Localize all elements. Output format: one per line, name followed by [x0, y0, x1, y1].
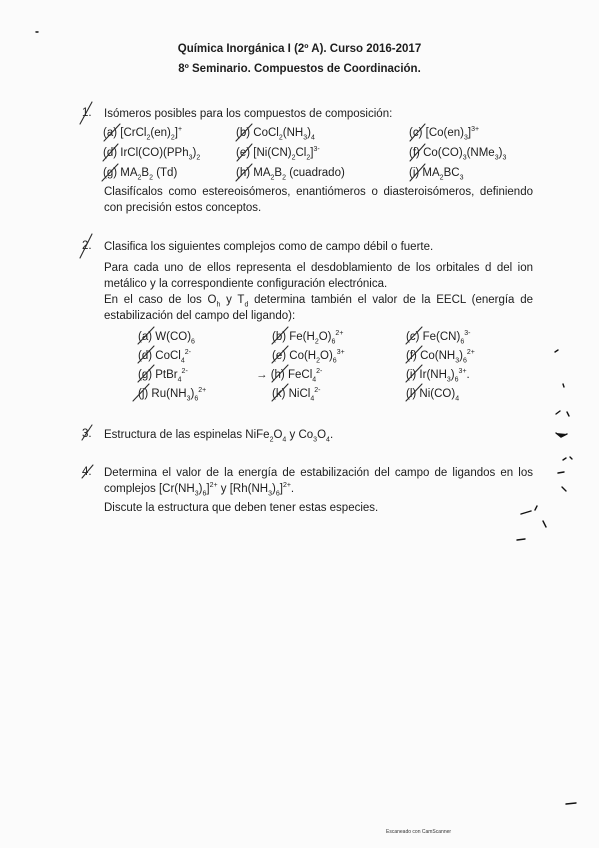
q2-item-a: (a) $W(CO)_6$ [138, 331, 195, 346]
item-label: (j) [138, 388, 149, 400]
q1-item-d: (d) $IrCl(CO)(PPh_3)_2$ [103, 147, 201, 162]
item-label: (c) [409, 127, 423, 139]
item-label: (k) [272, 388, 286, 400]
margin-mark [563, 457, 572, 460]
q2-item-d: (d) CoCl$_4^{2-}$ [138, 349, 191, 365]
question-4-paragraph-1: Determina el valor de la energía de estabilización del campo de ligandos en los complejos $[Cr(NH_3)_6]^{2+}$ y $[Rh(NH_3)_6]^{2+}$. [104, 467, 533, 497]
question-2-paragraph-2: En el caso de los $O_h$ y $T_d$ determina también el valor de la EECL (energía de estabilización del campo del ligando): [104, 294, 533, 322]
item-label: (l) [406, 388, 417, 400]
q1-item-f: (f) $Co(CO)_3(NMe_3)_3$ [409, 147, 507, 162]
question-1-number: 1. [82, 107, 92, 119]
margin-mark [566, 803, 576, 804]
q1-item-a: (a) $[CrCl_2(en)_2]^+$ [103, 126, 183, 142]
margin-mark [555, 350, 558, 352]
q2-item-l: (l) $Ni(CO)_4$ [406, 388, 460, 403]
question-3-text: Estructura de las espinelas $NiFe_2O_4$ y $Co_3O_4$. [104, 429, 334, 444]
item-label: (c) [406, 331, 420, 343]
q1-item-b: (b) $CoCl_2(NH_3)_4$ [236, 127, 315, 142]
item-label: (b) [272, 331, 287, 343]
margin-mark [563, 384, 564, 387]
q1-item-i: (i) $MA_2BC_3$ [409, 167, 464, 182]
item-label: (h) [236, 167, 251, 179]
margin-mark [556, 433, 567, 437]
item-label: (g) [138, 369, 153, 381]
q2-item-c: (c) $Fe(CN)_6^{3-}$ [406, 330, 471, 346]
margin-mark [558, 472, 564, 473]
q2-item-j: (j) $Ru(NH_3)_6^{2+}$ [138, 387, 207, 403]
arrow-mark: → [256, 369, 268, 381]
q2-item-k: (k) NiCl$_4^{2-}$ [272, 387, 321, 403]
margin-mark [517, 539, 525, 540]
item-label: (i) [409, 167, 420, 179]
item-label: (a) [103, 127, 118, 139]
question-1-intro: Isómeros posibles para los compuestos de composición: [104, 108, 393, 120]
margin-mark [543, 521, 546, 527]
item-label: (h) [270, 369, 285, 381]
q2-item-h: → (h) FeCl$_4^{2-}$ [256, 368, 323, 384]
scanner-watermark: Escaneado con CamScanner [386, 829, 452, 835]
item-label: (i) [406, 369, 417, 381]
margin-mark [562, 487, 566, 491]
item-label: (a) [138, 331, 153, 343]
q2-item-e: (e) $Co(H_2O)_6^{3+}$ [272, 349, 345, 365]
q2-item-g: (g) PtBr$_4^{2-}$ [138, 368, 188, 384]
q1-item-e: (e) $[Ni(CN)_2Cl_2]^{3-}$ [236, 146, 320, 162]
q1-item-h: (h) $MA_2B_2$ (cuadrado) [236, 167, 345, 182]
margin-mark [556, 411, 569, 416]
q2-item-f: (f) $Co(NH_3)_6^{2+}$ [406, 349, 475, 365]
item-label: (f) [409, 147, 420, 159]
item-label: (e) [272, 350, 287, 362]
item-label: (e) [236, 147, 251, 159]
item-label: (d) [103, 147, 118, 159]
question-4-paragraph-2: Discute la estructura que deben tener estas especies. [104, 502, 379, 514]
question-4-number: 4. [82, 466, 92, 478]
item-label: (b) [236, 127, 251, 139]
margin-mark [521, 506, 537, 514]
document-title: Química Inorgánica I (2º A). Curso 2016-2017 [177, 43, 422, 55]
q2-item-i: (i) $Ir(NH_3)_6^{3+}$. [406, 368, 470, 384]
q2-item-b: (b) $Fe(H_2O)_6^{2+}$ [272, 330, 344, 346]
question-3-number: 3. [82, 428, 92, 440]
question-1-closing: Clasifícalos como estereoisómeros, enantiómeros o diasteroisómeros, definiendo con precisión estos conceptos. [104, 186, 533, 214]
item-label: (g) [103, 167, 118, 179]
question-2-paragraph-1: Para cada uno de ellos representa el desdoblamiento de los orbitales d del ion metálico y la correspondiente configuración electrónica. [104, 262, 533, 290]
seminar-title: 8º Seminario. Compuestos de Coordinación. [178, 63, 421, 75]
item-label: (d) [138, 350, 153, 362]
item-label: (f) [406, 350, 417, 362]
question-2-number: 2. [82, 240, 92, 252]
q1-item-c: (c) $[Co(en)_3]^{3+}$ [409, 126, 480, 142]
question-2-intro: Clasifica los siguientes complejos como de campo débil o fuerte. [104, 241, 434, 253]
q1-item-g: (g) $MA_2B_2$ (Td) [103, 167, 178, 182]
